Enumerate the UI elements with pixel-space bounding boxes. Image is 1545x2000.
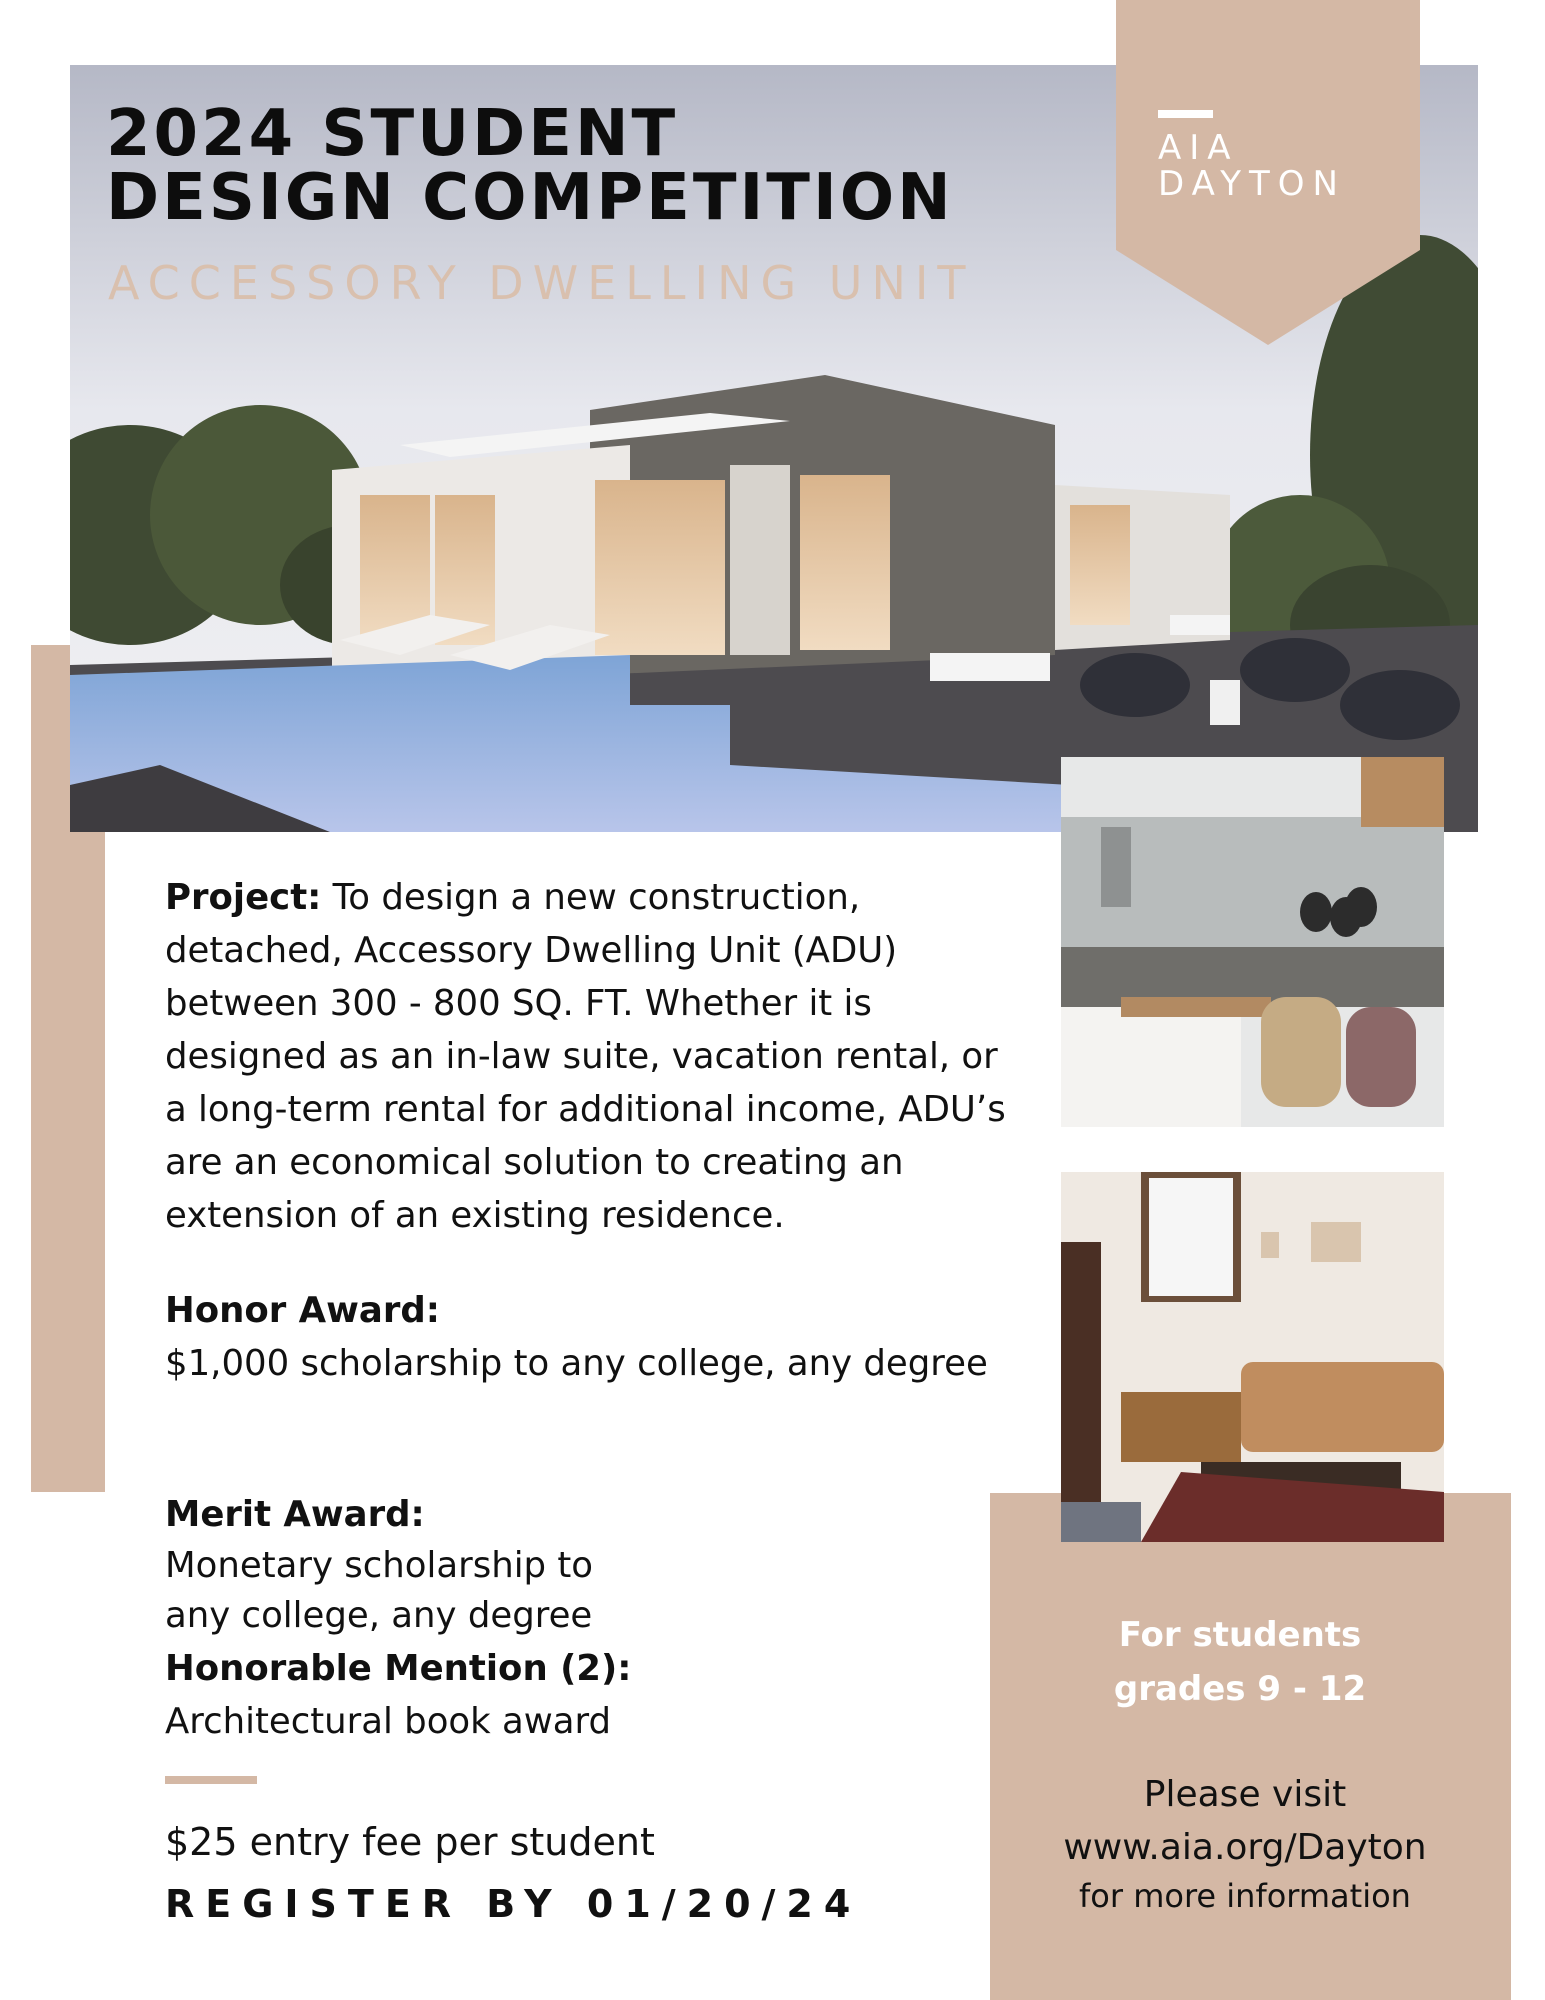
badge-text bbox=[1158, 130, 1346, 202]
kitchen-photo bbox=[1061, 757, 1444, 1127]
visit-line-3: for more information bbox=[1079, 1877, 1411, 1915]
award-honorable-mention bbox=[165, 1642, 1045, 1748]
grades-line-2: grades 9 - 12 bbox=[1113, 1669, 1367, 1709]
award-title: Merit Award: bbox=[165, 1494, 425, 1535]
award-description: $1,000 scholarship to any college, any degree bbox=[165, 1343, 988, 1384]
register-deadline: REGISTER BY 01/20/24 bbox=[165, 1882, 862, 1926]
project-description bbox=[165, 871, 1025, 1242]
visit-line-1: Please visit bbox=[1143, 1774, 1347, 1815]
badge-divider bbox=[1158, 110, 1213, 118]
entry-fee: $25 entry fee per student bbox=[165, 1820, 655, 1864]
page-title bbox=[106, 97, 954, 235]
info-panel bbox=[990, 1493, 1511, 2000]
living-room-photo bbox=[1061, 1172, 1444, 1542]
footer-divider bbox=[165, 1776, 257, 1784]
award-merit bbox=[165, 1438, 1045, 1641]
badge-line-2: DAYTON bbox=[1158, 164, 1346, 204]
project-text: To design a new construction, detached, Accessory Dwelling Unit (ADU) between 300 - 800 SQ. FT. Whether it is designed as an in-law suite, vacation rental, or a long-term rental for additional income, ADU’s are an economical solution to creating an extension of an existing residence. bbox=[165, 877, 1006, 1236]
more-info-text bbox=[990, 1768, 1500, 1918]
project-label: Project: bbox=[165, 877, 322, 918]
award-title: Honor Award: bbox=[165, 1290, 440, 1331]
award-honor bbox=[165, 1284, 1045, 1390]
award-description: Monetary scholarship to any college, any degree bbox=[165, 1545, 594, 1636]
grades-line-1: For students bbox=[1118, 1615, 1362, 1655]
award-title: Honorable Mention (2): bbox=[165, 1648, 632, 1689]
badge-line-1: AIA bbox=[1158, 128, 1239, 168]
visit-url: www.aia.org/Dayton bbox=[1063, 1827, 1427, 1868]
page-subtitle: ACCESSORY DWELLING UNIT bbox=[108, 256, 975, 310]
title-line-1: 2024 STUDENT bbox=[106, 97, 679, 171]
award-description: Architectural book award bbox=[165, 1701, 612, 1742]
title-line-2: DESIGN COMPETITION bbox=[106, 161, 954, 235]
eligibility-text bbox=[990, 1608, 1490, 1716]
